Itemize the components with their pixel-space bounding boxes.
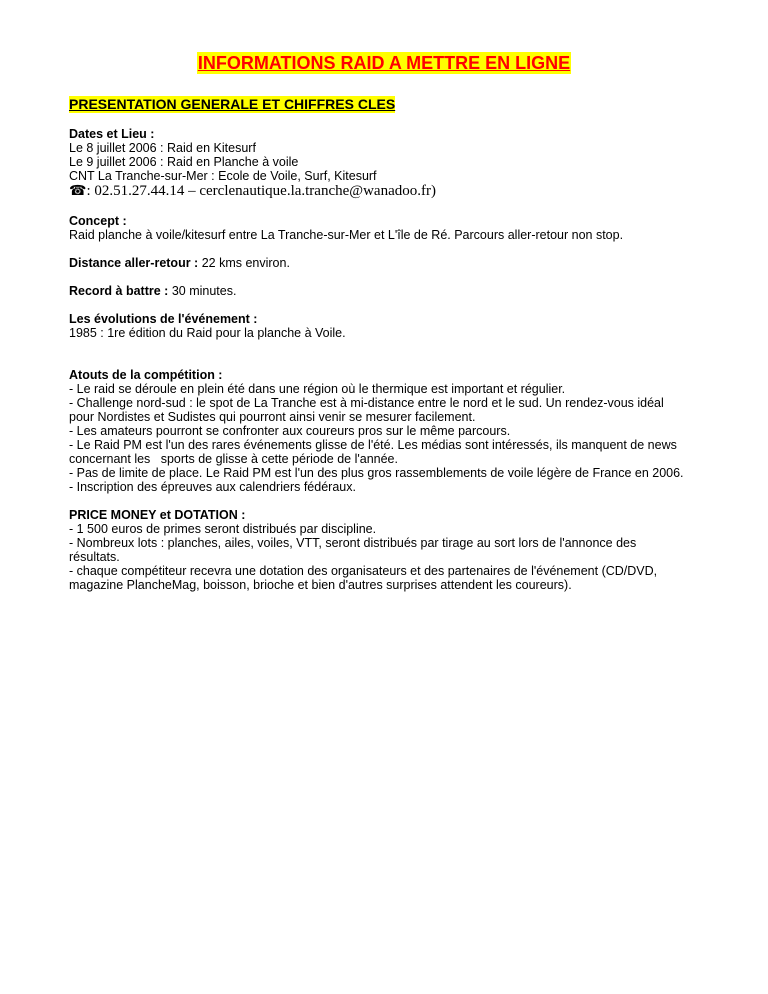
price-line: - Nombreux lots : planches, ailes, voiles, VTT, seront distribués par tirage au sort lors de l'annonce des [69, 536, 637, 550]
title-container [0, 52, 768, 74]
contact-text: : 02.51.27.44.14 – cerclenautique.la.tranche@wanadoo.fr) [86, 183, 436, 199]
dates-line: Le 9 juillet 2006 : Raid en Planche à voile [69, 155, 299, 169]
atouts-line: - Les amateurs pourront se confronter aux coureurs pros sur le même parcours. [69, 424, 511, 438]
price-line: résultats. [69, 550, 120, 564]
spacer [69, 354, 719, 368]
document-content [69, 96, 719, 606]
distance-section [69, 256, 719, 270]
evolutions-section [69, 312, 719, 340]
record-label: Record à battre : [69, 284, 169, 298]
atouts-line: - Pas de limite de place. Le Raid PM est l'un des plus gros rassemblements de voile légère de France en 2006. [69, 466, 684, 480]
record-section [69, 284, 719, 298]
phone-icon: ☎ [69, 183, 87, 199]
price-section [69, 508, 719, 592]
concept-text: Raid planche à voile/kitesurf entre La Tranche-sur-Mer et L'île de Ré. Parcours aller-retour non stop. [69, 228, 624, 242]
dates-section [69, 127, 719, 200]
price-line: magazine PlancheMag, boisson, brioche et bien d'autres surprises attendent les coureurs). [69, 578, 572, 592]
evolutions-text: 1985 : 1re édition du Raid pour la planche à Voile. [69, 326, 346, 340]
dates-heading: Dates et Lieu : [69, 127, 155, 141]
atouts-heading: Atouts de la compétition : [69, 368, 223, 382]
price-heading: PRICE MONEY et DOTATION : [69, 508, 246, 522]
atouts-line: - Le raid se déroule en plein été dans une région où le thermique est important et régulier. [69, 382, 566, 396]
atouts-line: - Challenge nord-sud : le spot de La Tranche est à mi-distance entre le nord et le sud. Un rendez-vous idéal [69, 396, 664, 410]
distance-label: Distance aller-retour : [69, 256, 199, 270]
page-title: INFORMATIONS RAID A METTRE EN LIGNE [197, 53, 571, 73]
atouts-line: pour Nordistes et Sudistes qui pourront ainsi venir se mesurer facilement. [69, 410, 476, 424]
price-line: - 1 500 euros de primes seront distribués par discipline. [69, 522, 377, 536]
atouts-line: concernant les sports de glisse à cette période de l'année. [69, 452, 398, 466]
record-value: 30 minutes. [168, 284, 237, 298]
section-subtitle: PRESENTATION GENERALE ET CHIFFRES CLES [69, 96, 396, 112]
atouts-section [69, 368, 719, 494]
dates-line: CNT La Tranche-sur-Mer : Ecole de Voile, Surf, Kitesurf [69, 169, 377, 183]
evolutions-heading: Les évolutions de l'événement : [69, 312, 258, 326]
concept-section [69, 214, 719, 242]
contact-line [69, 183, 719, 200]
distance-value: 22 kms environ. [198, 256, 290, 270]
dates-line: Le 8 juillet 2006 : Raid en Kitesurf [69, 141, 256, 155]
atouts-line: - Inscription des épreuves aux calendriers fédéraux. [69, 480, 356, 494]
atouts-line: - Le Raid PM est l'un des rares événements glisse de l'été. Les médias sont intéressés, ils manquent de news [69, 438, 677, 452]
concept-heading: Concept : [69, 214, 127, 228]
price-line: - chaque compétiteur recevra une dotation des organisateurs et des partenaires de l'événement (CD/DVD, [69, 564, 658, 578]
